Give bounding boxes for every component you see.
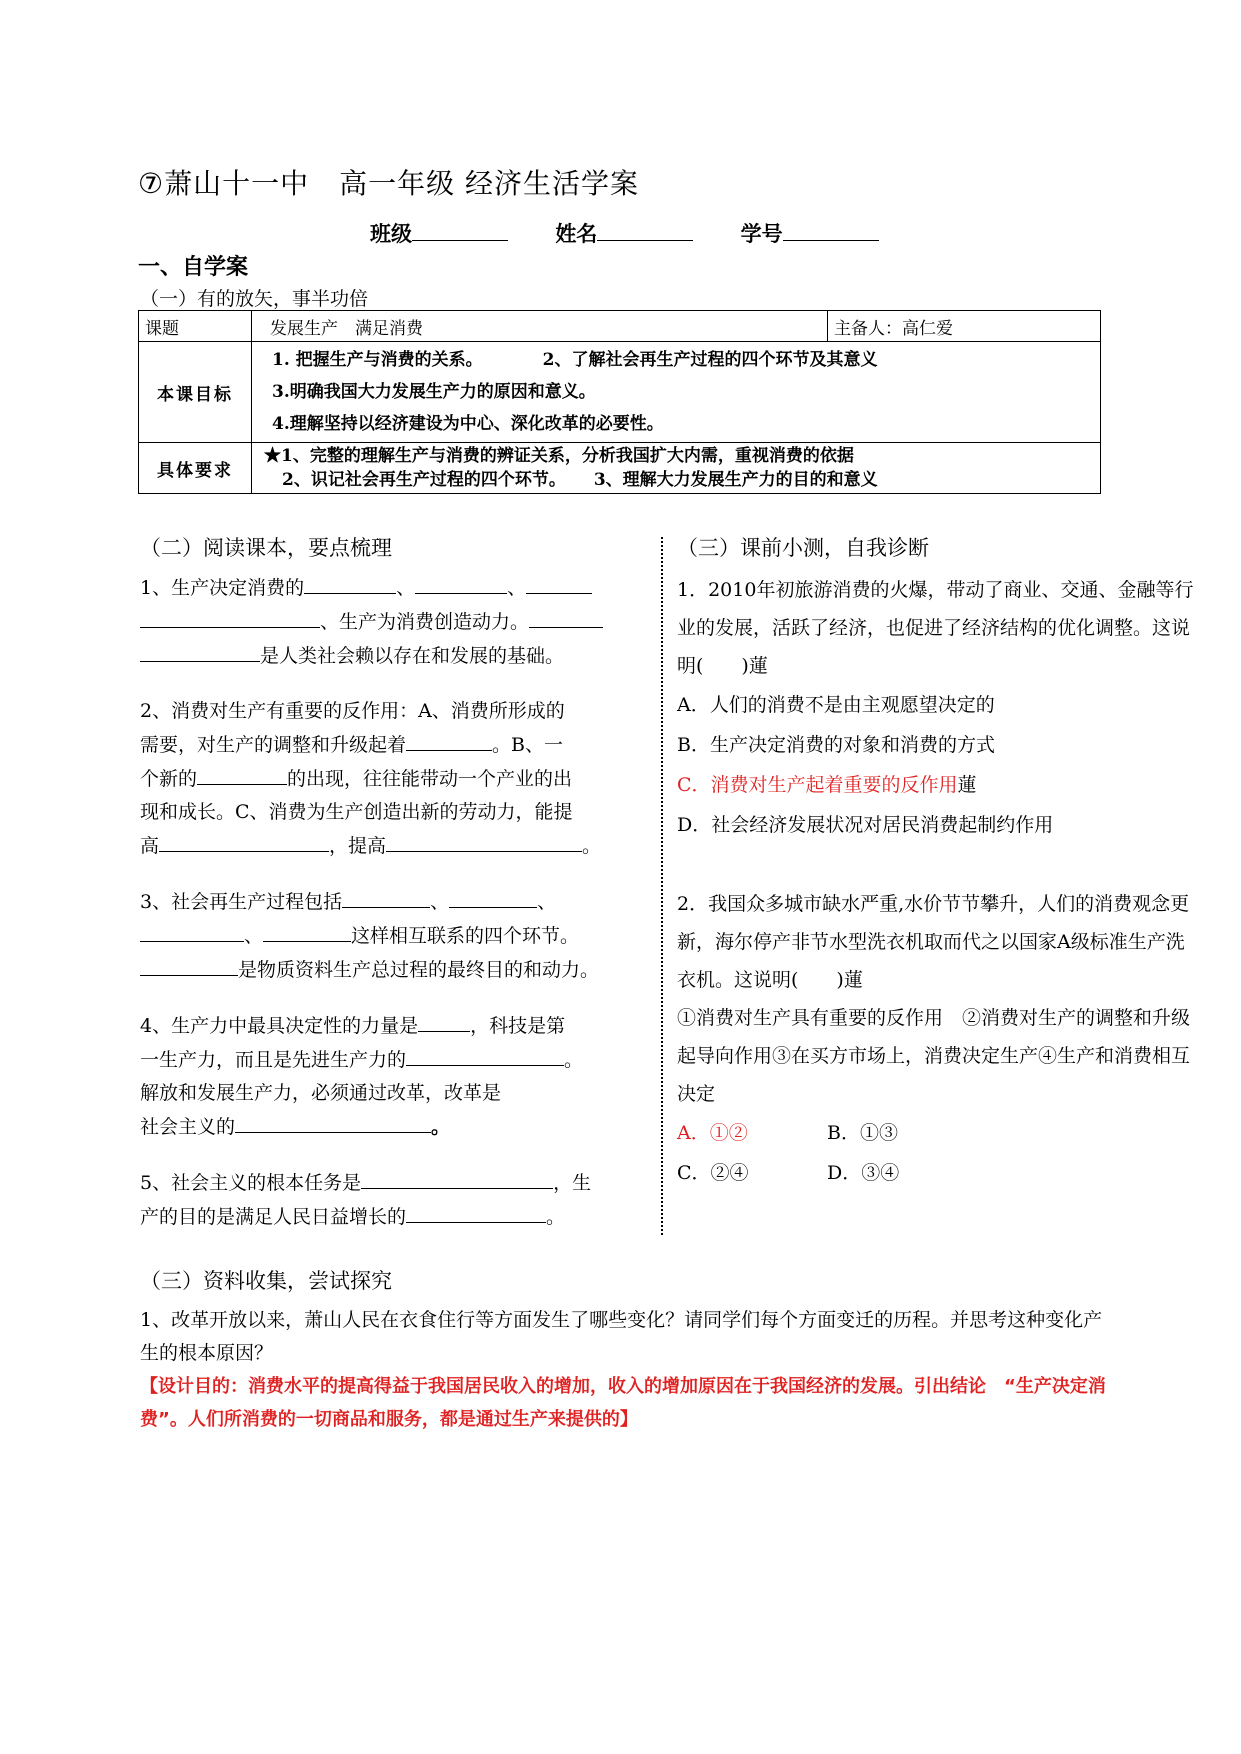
blank[interactable] bbox=[140, 919, 244, 942]
grade-name: 高一年级 bbox=[339, 167, 456, 200]
quiz-question-1: 1．2010年初旅游消费的火爆，带动了商业、交通、金融等行业的发展，活跃了经济，也促进了经济结构的优化调整。这说明( )蓮 A．人们的消费不是由主观愿望决定的 B．生产决定消费的对象和消费的方式 C．消费对生产起着重要的反作用蓮 D．社会经济发展状况对居民消费起制约作用 bbox=[677, 571, 1197, 845]
blank[interactable] bbox=[418, 1009, 470, 1032]
option-a[interactable]: A．①② bbox=[677, 1122, 748, 1144]
preparer: 主备人：高仁爱 bbox=[828, 311, 1101, 342]
goal-4: 4.理解坚持以经济建设为中心、深化改革的必要性。 bbox=[272, 414, 664, 434]
option-b[interactable]: B．①③ bbox=[827, 1122, 898, 1144]
design-purpose: 【设计目的：消费水平的提高得益于我国居民收入的增加，收入的增加原因在于我国经济的发展。引出结论 “生产决定消费”。人们所消费的一切商品和服务，都是通过生产来提供的】 bbox=[140, 1376, 1106, 1430]
question-3: 3、社会再生产过程包括 、 、 、 这样相互联系的四个环节。 是物质资料生产总过程的最终目的和动力。 bbox=[140, 885, 640, 987]
name-label: 姓名 bbox=[555, 222, 598, 246]
research-heading: （三）资料收集，尝试探究 bbox=[140, 1269, 392, 1293]
option-b[interactable]: B．生产决定消费的对象和消费的方式 bbox=[677, 734, 995, 756]
blank[interactable] bbox=[197, 762, 287, 785]
option-c[interactable]: C．消费对生产起着重要的反作用蓮 bbox=[677, 774, 977, 796]
option-a[interactable]: A．人们的消费不是由主观愿望决定的 bbox=[677, 694, 995, 716]
title-symbol: ⑦ bbox=[138, 167, 165, 200]
goals-list bbox=[252, 342, 1101, 443]
school-name: 萧山十一中 bbox=[164, 167, 310, 200]
subject-name: 经济生活学案 bbox=[465, 167, 640, 200]
goals-label: 本课目标 bbox=[139, 342, 252, 443]
column-divider bbox=[661, 537, 663, 1235]
blank[interactable] bbox=[406, 1200, 546, 1223]
goal-1: 1. 把握生产与消费的关系。 bbox=[272, 350, 483, 370]
requirement-1: ★1、完整的理解生产与消费的辨证关系，分析我国扩大内需，重视消费的依据 bbox=[264, 446, 854, 466]
blank[interactable] bbox=[406, 728, 492, 751]
reading-section bbox=[140, 532, 640, 1256]
blank[interactable] bbox=[386, 829, 582, 852]
reading-heading: （二）阅读课本，要点梳理 bbox=[140, 536, 392, 560]
id-label: 学号 bbox=[740, 222, 783, 246]
question-5: 5、社会主义的根本任务是 ，生 产的目的是满足人民日益增长的 。 bbox=[140, 1166, 640, 1234]
question-1: 1、生产决定消费的 、 、 、生产为消费创造动力。 是人类社会赖以存在和发展的基础。 bbox=[140, 571, 640, 673]
blank[interactable] bbox=[526, 571, 592, 594]
option-d[interactable]: D．③④ bbox=[827, 1162, 900, 1184]
blank[interactable] bbox=[304, 571, 396, 594]
option-c[interactable]: C．②④ bbox=[677, 1162, 749, 1184]
requirements-list bbox=[252, 443, 1101, 494]
research-section bbox=[140, 1265, 1120, 1436]
blank[interactable] bbox=[406, 1043, 564, 1066]
class-label: 班级 bbox=[370, 222, 412, 246]
goal-table bbox=[138, 310, 1101, 494]
class-field[interactable] bbox=[412, 220, 508, 241]
requirement-2: 2、识记社会再生产过程的四个环节。 bbox=[282, 470, 566, 490]
blank[interactable] bbox=[529, 605, 603, 628]
blank[interactable] bbox=[140, 639, 260, 662]
student-info bbox=[370, 218, 919, 248]
topic-value: 发展生产 满足消费 bbox=[252, 311, 828, 342]
blank[interactable] bbox=[415, 571, 507, 594]
blank[interactable] bbox=[235, 1110, 431, 1133]
blank[interactable] bbox=[361, 1166, 553, 1189]
research-question-1: 1、改革开放以来，萧山人民在衣食住行等方面发生了哪些变化？请同学们每个方面变迁的历程。并思考这种变化产生的根本原因？ bbox=[140, 1309, 1103, 1364]
subsection-title: （一）有的放矢，事半功倍 bbox=[140, 288, 369, 310]
question-2: 2、消费对生产有重要的反作用：A、消费所形成的 需要，对生产的调整和升级起着 。B、一 个新的 的出现，往往能带动一个产业的出 现和成长。C、消费为生产创造出新的劳动力，能提 高 ，提高 。 bbox=[140, 700, 602, 857]
name-field[interactable] bbox=[597, 220, 693, 241]
statements: ①消费对生产具有重要的反作用 ②消费对生产的调整和升级起导向作用③在买方市场上，消费决定生产④生产和消费相互决定 bbox=[677, 1007, 1191, 1105]
requirement-3: 3、理解大力发展生产力的目的和意义 bbox=[593, 470, 878, 490]
blank[interactable] bbox=[140, 605, 320, 628]
page-title bbox=[138, 162, 639, 202]
quiz-question-2: 2．我国众多城市缺水严重,水价节节攀升，人们的消费观念更新，海尔停产非节水型洗衣机取而代之以国家A级标准生产洗衣机。这说明( )蓮 ①消费对生产具有重要的反作用 ②消费对生产的调整和升级起导向作用③在买方市场上，消费决定生产④生产和消费相互决定 A．①② B．①③ C．②④ D．③④ bbox=[677, 885, 1197, 1193]
section-title: 一、自学案 bbox=[138, 255, 249, 280]
goal-3: 3.明确我国大力发展生产力的原因和意义。 bbox=[272, 382, 596, 402]
blank[interactable] bbox=[159, 829, 329, 852]
goal-2: 2、了解社会再生产过程的四个环节及其意义 bbox=[542, 350, 878, 370]
id-field[interactable] bbox=[783, 220, 879, 241]
topic-label: 课题 bbox=[139, 311, 252, 342]
requirements-label: 具体要求 bbox=[139, 443, 252, 494]
blank[interactable] bbox=[449, 885, 537, 908]
blank[interactable] bbox=[140, 953, 238, 976]
quiz-section bbox=[677, 532, 1202, 1193]
blank[interactable] bbox=[342, 885, 430, 908]
quiz-heading: （三）课前小测，自我诊断 bbox=[677, 536, 929, 560]
option-d[interactable]: D．社会经济发展状况对居民消费起制约作用 bbox=[677, 814, 1054, 836]
blank[interactable] bbox=[263, 919, 351, 942]
question-4: 4、生产力中最具决定性的力量是 ，科技是第 一生产力，而且是先进生产力的 。 解放和发展生产力，必须通过改革，改革是 社会主义的 。 bbox=[140, 1009, 640, 1144]
